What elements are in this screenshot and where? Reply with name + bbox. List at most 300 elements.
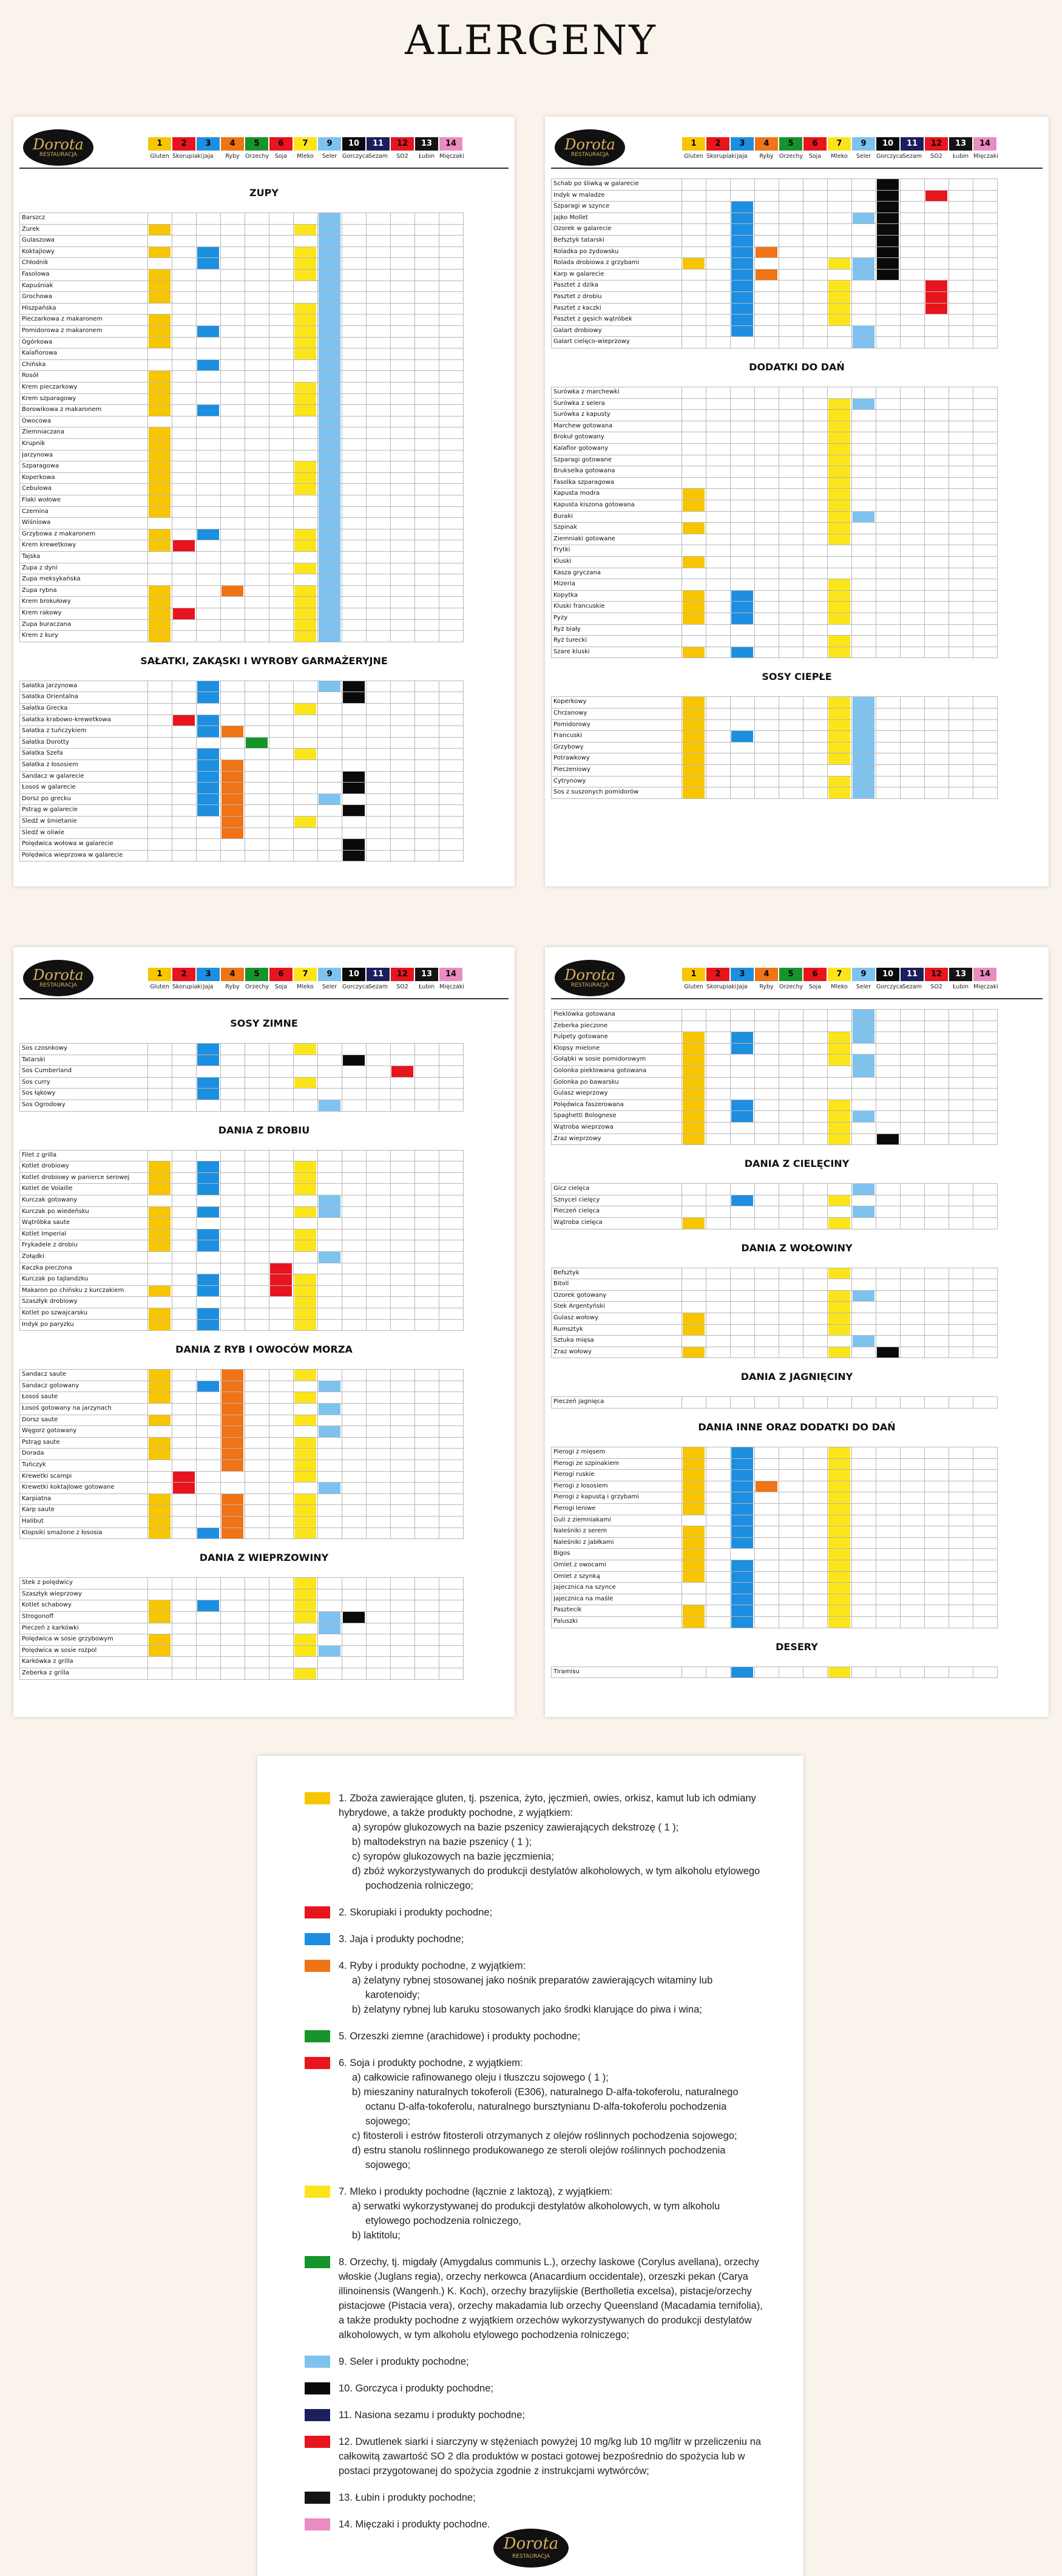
allergen-column-chip-6: 6 xyxy=(803,137,827,151)
allergen-column-chip-11: 11 xyxy=(901,137,924,151)
allergen-mark-jaja xyxy=(197,772,219,783)
column-divider xyxy=(900,1009,901,1144)
allergen-mark-seler xyxy=(319,507,340,518)
allergen-mark-gorczyca xyxy=(877,224,899,235)
legend-line: b) żelatyny rybnej lub karuku stosowanych jako środki klarujące do piwa i wina; xyxy=(352,2004,702,2015)
logo-subtext: RESTAURACJA xyxy=(570,152,609,158)
dish-name: Polędwica faszerowana xyxy=(553,1101,624,1108)
dish-name: Pasztet z dzika xyxy=(553,282,598,289)
allergen-mark-jaja xyxy=(197,1089,219,1099)
column-divider xyxy=(147,1043,148,1111)
allergen-mark-jaja xyxy=(731,224,753,235)
allergen-mark-mleko xyxy=(828,292,850,303)
dish-name: Grzybowa z makaronem xyxy=(22,530,96,537)
allergen-mark-mleko xyxy=(828,709,850,719)
column-divider xyxy=(754,387,755,658)
allergen-mark-mleko xyxy=(828,636,850,647)
allergen-mark-gluten xyxy=(149,507,171,518)
dish-name: Sos curry xyxy=(22,1078,50,1086)
allergen-mark-mleko xyxy=(294,1320,316,1331)
allergen-mark-ryby xyxy=(222,1449,243,1460)
allergen-mark-gluten xyxy=(683,1078,705,1089)
allergen-column-name-13: Łubin xyxy=(418,153,435,160)
allergen-mark-gluten xyxy=(683,1325,705,1336)
legend-line: d) zbóż wykorzystywanych do produkcji destylatów alkoholowych, w tym alkoholu etylowego pochodzenia rolniczego; xyxy=(352,1866,760,1891)
dish-name: Fasolowa xyxy=(22,271,50,277)
dish-name: Szparagowa xyxy=(22,463,59,470)
allergen-mark-mleko xyxy=(294,484,316,495)
allergen-column-chip-2: 2 xyxy=(172,137,195,151)
row-divider xyxy=(19,224,464,225)
allergen-column-chip-10: 10 xyxy=(342,968,365,981)
row-divider xyxy=(19,1183,464,1184)
allergen-mark-jaja xyxy=(197,794,219,805)
allergen-mark-gluten xyxy=(683,1111,705,1122)
allergen-mark-mleko xyxy=(294,586,316,597)
allergen-mark-gluten xyxy=(149,1184,171,1195)
column-divider xyxy=(19,1150,20,1331)
allergen-mark-seler xyxy=(319,236,340,246)
allergen-mark-jaja xyxy=(197,1055,219,1066)
dish-name: Sos z suszonych pomidorów xyxy=(553,789,639,796)
column-divider xyxy=(827,1667,828,1678)
allergen-mark-jaja xyxy=(197,360,219,371)
row-divider xyxy=(551,1043,998,1044)
allergen-mark-mleko xyxy=(828,1291,850,1302)
allergen-mark-jaja xyxy=(731,731,753,742)
dish-name: Kurczak po tajlandzku xyxy=(22,1276,89,1283)
dish-name: Chińska xyxy=(22,361,46,368)
allergen-mark-mleko xyxy=(828,1044,850,1055)
allergen-mark-gluten xyxy=(683,1044,705,1055)
column-divider xyxy=(293,681,294,861)
allergen-mark-ryby xyxy=(222,1438,243,1449)
legend-swatch xyxy=(305,2436,330,2448)
row-divider xyxy=(19,748,464,749)
column-divider xyxy=(754,1667,755,1678)
allergen-mark-seler xyxy=(319,495,340,506)
dish-name: Filet z grilla xyxy=(22,1151,57,1158)
allergen-mark-mleko xyxy=(828,314,850,325)
allergen-mark-seler xyxy=(319,405,340,416)
allergen-mark-mleko xyxy=(828,1313,850,1324)
allergen-mark-seler xyxy=(319,304,340,314)
dish-name: Rumsztyk xyxy=(553,1325,583,1333)
allergen-column-chip-3: 3 xyxy=(731,137,754,151)
allergen-mark-mleko xyxy=(828,1459,850,1470)
row-divider xyxy=(551,1217,998,1218)
dish-name: Karpiatna xyxy=(22,1495,52,1502)
column-divider xyxy=(293,1043,294,1111)
column-divider xyxy=(754,696,755,798)
row-divider xyxy=(19,1099,464,1100)
dish-name: Omlet z owocami xyxy=(553,1562,606,1568)
allergen-mark-gluten xyxy=(149,1415,171,1426)
allergen-column-name-13: Łubin xyxy=(952,153,969,160)
allergen-mark-gluten xyxy=(683,1470,705,1481)
dish-name: Sztuka mięsa xyxy=(553,1337,594,1344)
allergen-column-chip-3: 3 xyxy=(197,137,220,151)
allergen-mark-jaja xyxy=(197,1308,219,1319)
allergen-mark-mleko xyxy=(828,1538,850,1549)
dish-name: Pasztet z gęsich wątróbek xyxy=(553,316,632,323)
allergen-mark-mleko xyxy=(828,731,850,742)
column-divider xyxy=(390,1150,391,1331)
row-divider xyxy=(19,1482,464,1483)
allergen-mark-gluten xyxy=(683,1347,705,1358)
allergen-mark-jaja xyxy=(731,1447,753,1458)
dish-name: Gołąbki w sosie pomidorowym xyxy=(553,1056,646,1063)
allergen-mark-seler xyxy=(319,1426,340,1437)
allergen-mark-jaja xyxy=(197,529,219,540)
allergen-mark-ryby xyxy=(756,270,777,280)
allergen-mark-so2 xyxy=(925,191,947,202)
dish-name: Cebulowa xyxy=(22,485,52,492)
allergen-mark-gorczyca xyxy=(343,692,365,703)
dish-name: Chłodnik xyxy=(22,259,49,267)
allergen-mark-mleko xyxy=(828,489,850,500)
allergen-mark-gorczyca xyxy=(877,1134,899,1145)
section-title: DANIA Z DROBIU xyxy=(218,1124,310,1136)
column-divider xyxy=(997,1183,998,1228)
allergen-mark-mleko xyxy=(294,473,316,484)
allergen-mark-gluten xyxy=(683,1447,705,1458)
allergen-mark-mleko xyxy=(294,1392,316,1403)
allergen-mark-mleko xyxy=(294,405,316,416)
allergen-mark-mleko xyxy=(828,478,850,489)
allergen-mark-so2 xyxy=(391,1066,413,1077)
dish-name: Roladka po żydowsku xyxy=(553,248,619,255)
row-divider xyxy=(551,443,998,444)
allergen-mark-jaja xyxy=(197,805,219,816)
allergen-column-chip-14: 14 xyxy=(439,137,462,151)
allergen-column-chip-13: 13 xyxy=(949,968,972,981)
allergen-mark-jaja xyxy=(197,692,219,703)
row-divider xyxy=(19,280,464,281)
allergen-column-name-13: Łubin xyxy=(952,984,969,990)
dish-name: Jajko Mollet xyxy=(553,214,588,221)
column-divider xyxy=(366,1043,367,1111)
row-divider xyxy=(551,1677,998,1678)
allergen-mark-gluten xyxy=(149,247,171,258)
allergen-mark-seler xyxy=(853,720,874,731)
column-divider xyxy=(754,178,755,348)
dish-name: Galart cielęco-wieprzowy xyxy=(553,338,630,345)
dish-name: Jarzynowa xyxy=(22,451,53,458)
allergen-mark-seler xyxy=(319,439,340,450)
row-divider xyxy=(19,404,464,405)
allergen-mark-jaja xyxy=(197,1286,219,1297)
allergen-mark-mleko xyxy=(828,280,850,291)
allergen-mark-jaja xyxy=(731,202,753,212)
allergen-mark-mleko xyxy=(294,540,316,551)
allergen-mark-gorczyca xyxy=(877,191,899,202)
allergen-mark-mleko xyxy=(294,247,316,258)
dish-name: Paluszki xyxy=(553,1618,578,1625)
allergen-mark-gluten xyxy=(149,1229,171,1240)
dish-name: Kalafior gotowany xyxy=(553,445,609,452)
allergen-mark-ryby xyxy=(222,772,243,783)
allergen-mark-mleko xyxy=(294,1207,316,1218)
allergen-mark-mleko xyxy=(294,1578,316,1589)
column-divider xyxy=(551,1268,552,1358)
allergen-mark-mleko xyxy=(294,1173,316,1184)
dish-name: Ryż biały xyxy=(553,625,581,633)
row-divider xyxy=(19,472,464,473)
allergen-mark-skorupiaki xyxy=(173,715,195,726)
dish-name: Jajecznica na szynce xyxy=(553,1584,616,1591)
row-divider xyxy=(551,798,998,799)
column-divider xyxy=(851,1183,852,1228)
column-divider xyxy=(551,1009,552,1144)
column-divider xyxy=(196,1577,197,1679)
allergen-column-name-12: SO2 xyxy=(396,153,408,160)
allergen-column-name-9: Seler xyxy=(856,984,871,990)
dish-name: Befsztyk tatarski xyxy=(553,237,604,243)
column-divider xyxy=(366,681,367,861)
section-title: DANIA INNE ORAZ DODATKI DO DAŃ xyxy=(698,1421,896,1433)
allergen-mark-gluten xyxy=(149,1381,171,1392)
dish-name: Pieklówka gotowana xyxy=(553,1011,615,1018)
row-divider xyxy=(19,269,464,270)
allergen-mark-seler xyxy=(319,1612,340,1623)
legend-text xyxy=(339,2354,763,2369)
dish-name: Wątróbka saute xyxy=(22,1219,70,1226)
allergen-mark-mleko xyxy=(828,743,850,753)
allergen-mark-mleko xyxy=(828,1560,850,1571)
allergen-mark-seler xyxy=(853,765,874,776)
allergen-mark-skorupiaki xyxy=(173,540,195,551)
allergen-mark-ryby xyxy=(222,1517,243,1528)
legend-swatch xyxy=(305,2382,330,2394)
legend-line: 9. Seler i produkty pochodne; xyxy=(339,2356,469,2367)
row-divider xyxy=(19,1577,464,1578)
allergen-mark-seler xyxy=(319,563,340,574)
allergen-mark-gluten xyxy=(149,1634,171,1645)
row-divider xyxy=(19,506,464,507)
allergen-mark-gorczyca xyxy=(343,1055,365,1066)
dish-name: Kaczka pieczona xyxy=(22,1264,72,1271)
dish-name: Koperkowy xyxy=(553,698,587,705)
allergen-mark-gorczyca xyxy=(877,202,899,212)
dish-name: Kapuśniak xyxy=(22,282,53,289)
row-divider xyxy=(551,556,998,557)
row-divider xyxy=(19,393,464,394)
row-divider xyxy=(19,619,464,620)
column-divider xyxy=(220,1150,221,1331)
legend-swatch xyxy=(305,1933,330,1945)
allergen-mark-jaja xyxy=(197,726,219,737)
dish-name: Kapusta kiszona gotowana xyxy=(553,501,635,508)
allergen-mark-mleko xyxy=(294,563,316,574)
row-divider xyxy=(19,703,464,704)
column-divider xyxy=(924,387,925,658)
dish-name: Naleśniki z jabłkami xyxy=(553,1538,614,1546)
allergen-mark-ryby xyxy=(222,1370,243,1381)
dish-name: Halibut xyxy=(22,1518,44,1524)
row-divider xyxy=(19,291,464,292)
row-divider xyxy=(19,1217,464,1218)
dish-name: Szparagi w szynce xyxy=(553,203,610,210)
legend-text xyxy=(339,1905,763,1920)
row-divider xyxy=(19,1319,464,1320)
row-divider xyxy=(19,1611,464,1612)
column-divider xyxy=(551,1667,552,1678)
dish-name: Owocowa xyxy=(22,417,52,424)
allergen-mark-seler xyxy=(319,1483,340,1494)
allergen-mark-gluten xyxy=(149,1612,171,1623)
allergen-column-chip-6: 6 xyxy=(269,968,293,981)
section-title: DANIA Z WOŁOWINY xyxy=(741,1242,853,1254)
row-divider xyxy=(551,1133,998,1134)
allergen-mark-mleko xyxy=(294,1184,316,1195)
allergen-column-chip-5: 5 xyxy=(779,968,802,981)
allergen-mark-jaja xyxy=(731,1560,753,1571)
row-divider xyxy=(19,1330,464,1331)
allergen-mark-gorczyca xyxy=(877,213,899,224)
column-divider xyxy=(220,1043,221,1111)
dish-name: Łosoś w galarecie xyxy=(22,784,76,791)
column-divider xyxy=(851,178,852,348)
dish-name: Rosół xyxy=(22,372,38,379)
row-divider xyxy=(551,201,998,202)
allergen-mark-gluten xyxy=(149,529,171,540)
dish-name: Karkówka z grilla xyxy=(22,1658,73,1665)
allergen-column-chip-3: 3 xyxy=(731,968,754,981)
column-divider xyxy=(754,1396,755,1408)
allergen-mark-mleko xyxy=(294,620,316,631)
dish-name: Sandacz saute xyxy=(22,1371,66,1378)
allergen-mark-seler xyxy=(853,731,874,742)
allergen-mark-mleko xyxy=(828,304,850,314)
column-divider xyxy=(827,1009,828,1144)
section-title: SAŁATKI, ZAKĄSKI I WYROBY GARMAŻERYJNE xyxy=(140,654,388,667)
allergen-mark-gluten xyxy=(149,394,171,405)
dish-name: Krem szparagowy xyxy=(22,395,76,402)
allergen-mark-jaja xyxy=(731,326,753,337)
dish-name: Łosoś gotowany na jarzynach xyxy=(22,1405,112,1412)
column-divider xyxy=(196,1043,197,1111)
column-divider xyxy=(900,387,901,658)
allergen-column-name-9: Seler xyxy=(856,153,871,160)
legend-line: b) maltodekstryn na bazie pszenicy ( 1 ); xyxy=(352,1837,532,1847)
column-divider xyxy=(147,212,148,642)
dish-name: Szparagi gotowane xyxy=(553,456,612,463)
dish-name: Stek Argentyński xyxy=(553,1303,605,1310)
allergen-mark-jaja xyxy=(731,1470,753,1481)
allergen-mark-seler xyxy=(319,540,340,551)
dish-name: Guli z ziemniakami xyxy=(553,1516,611,1523)
allergen-mark-mleko xyxy=(828,1218,850,1229)
allergen-mark-mleko xyxy=(294,1634,316,1645)
allergen-mark-gorczyca xyxy=(343,851,365,861)
column-divider xyxy=(924,1667,925,1678)
column-divider xyxy=(730,178,731,348)
row-divider xyxy=(19,1077,464,1078)
allergen-mark-gluten xyxy=(149,270,171,280)
allergen-mark-gluten xyxy=(683,1100,705,1111)
row-divider xyxy=(551,1616,998,1617)
legend-text xyxy=(339,2435,763,2478)
dish-name: Pasztecik xyxy=(553,1606,582,1614)
page-title: ALERGENY xyxy=(405,17,657,64)
dish-name: Polędwica w sosie rożpol xyxy=(22,1647,97,1654)
logo-text: Dorota xyxy=(33,136,84,153)
legend-line: d) estru stanolu roślinnego produkowanego ze steroli olejów roślinnych pochodzenia sojowego; xyxy=(352,2145,726,2170)
column-divider xyxy=(851,1268,852,1358)
allergen-mark-mleko xyxy=(294,1415,316,1426)
row-divider xyxy=(19,1111,464,1112)
allergen-mark-seler xyxy=(319,681,340,692)
allergen-mark-mleko xyxy=(828,1583,850,1594)
row-divider xyxy=(19,1538,464,1539)
column-divider xyxy=(827,387,828,658)
row-divider xyxy=(19,359,464,360)
allergen-column-name-3: Jaja xyxy=(203,984,214,990)
restaurant-logo xyxy=(492,2527,570,2569)
allergen-mark-gluten xyxy=(683,613,705,624)
allergen-mark-gorczyca xyxy=(877,270,899,280)
row-divider xyxy=(551,1065,998,1066)
allergen-mark-gluten xyxy=(149,450,171,461)
dish-name: Omlet z szynką xyxy=(553,1572,600,1580)
dish-name: Karp w galarecie xyxy=(553,270,604,277)
column-divider xyxy=(390,1369,391,1538)
allergen-mark-seler xyxy=(853,1206,874,1217)
allergen-column-name-14: Mięczaki xyxy=(973,153,998,160)
allergen-mark-mleko xyxy=(828,1134,850,1145)
allergen-mark-gorczyca xyxy=(877,236,899,246)
allergen-mark-ryby xyxy=(222,1392,243,1403)
allergen-mark-gluten xyxy=(683,1313,705,1324)
legend-line: a) serwatki wykorzystywanej do produkcji destylatów alkoholowych, w tym alkoholu etylowego pochodzenia rolniczego, xyxy=(352,2201,720,2226)
allergen-mark-mleko xyxy=(294,1612,316,1623)
allergen-mark-mleko xyxy=(294,270,316,280)
row-divider xyxy=(551,511,998,512)
allergen-mark-mleko xyxy=(828,1470,850,1481)
section-title: ZUPY xyxy=(249,187,279,199)
allergen-mark-jaja xyxy=(197,1528,219,1539)
allergen-mark-seler xyxy=(319,586,340,597)
dish-name: Koperkowa xyxy=(22,474,55,481)
allergen-mark-seler xyxy=(319,620,340,631)
column-divider xyxy=(414,1043,415,1111)
allergen-mark-mleko xyxy=(828,399,850,410)
dish-name: Żurek xyxy=(22,225,40,233)
allergen-mark-jaja xyxy=(197,405,219,416)
allergen-table-sheet-3 xyxy=(13,947,515,1717)
allergen-mark-seler xyxy=(319,794,340,805)
column-divider xyxy=(293,1577,294,1679)
allergen-mark-gluten xyxy=(683,697,705,708)
dish-name: Sałatka z tuńczykiem xyxy=(22,727,87,735)
allergen-mark-seler xyxy=(853,326,874,337)
row-divider xyxy=(551,257,998,258)
allergen-column-name-4: Ryby xyxy=(759,153,774,160)
header-divider xyxy=(19,998,509,999)
allergen-mark-gluten xyxy=(683,1218,705,1229)
column-divider xyxy=(551,1183,552,1228)
allergen-mark-mleko xyxy=(828,1195,850,1206)
allergen-mark-mleko xyxy=(828,1447,850,1458)
allergen-mark-gluten xyxy=(149,1449,171,1460)
row-divider xyxy=(551,1099,998,1100)
allergen-column-name-1: Gluten xyxy=(684,153,703,160)
allergen-mark-seler xyxy=(853,777,874,787)
legend-text xyxy=(339,2056,763,2172)
allergen-mark-gluten xyxy=(149,371,171,382)
row-divider xyxy=(551,601,998,602)
